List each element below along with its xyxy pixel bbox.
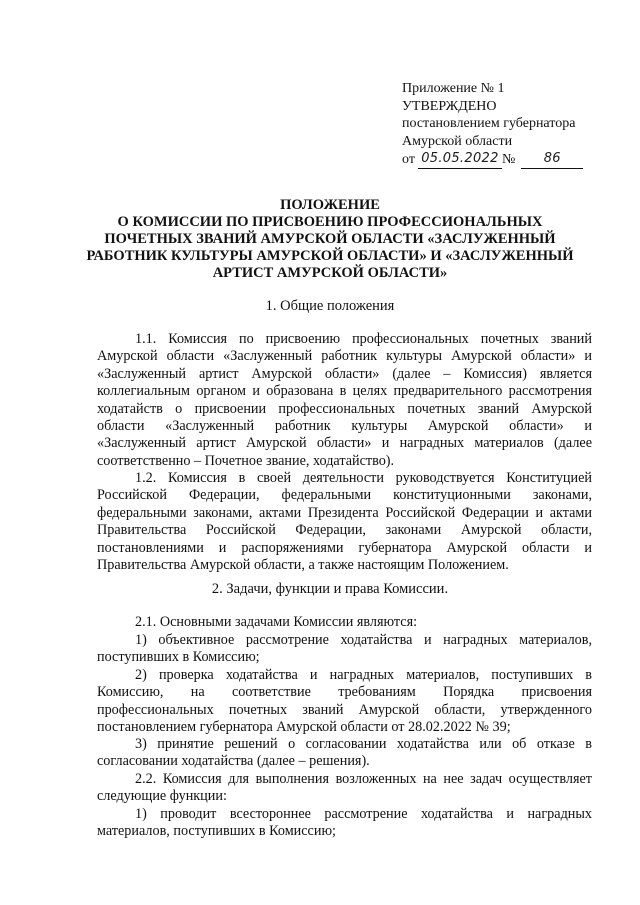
text-line: поступивших в Комиссию; <box>97 649 260 666</box>
text-line: постановлением губернатора Амурской области от 28.02.2022 № 39; <box>97 719 511 736</box>
text-line: следующие функции: <box>97 788 227 805</box>
task-item-1 <box>97 632 592 667</box>
text-line: материалов, поступивших в Комиссию; <box>97 823 336 840</box>
title-line: ПОЧЕТНЫХ ЗВАНИЙ АМУРСКОЙ ОБЛАСТИ «ЗАСЛУЖЕННЫЙ <box>104 231 556 247</box>
text-line: 2) проверка ходатайства и наградных материалов, поступивших в <box>135 667 592 683</box>
text-line: постановлениями и распоряжениями губернатора Амурской области и <box>97 539 592 556</box>
text-line: 1) объективное рассмотрение ходатайства и наградных материалов, <box>135 632 592 648</box>
section-2-heading: 2. Задачи, функции и права Комиссии. <box>211 581 449 597</box>
text-line: 2.1. Основными задачами Комиссии являются: <box>135 614 418 630</box>
paragraph-2-1 <box>97 614 592 631</box>
text-line: 1.1. Комиссия по присвоению профессиональных почетных званий <box>135 331 592 347</box>
title-line: АРТИСТ АМУРСКОЙ ОБЛАСТИ» <box>212 265 448 281</box>
paragraph-2-2 <box>97 771 592 806</box>
text-line: соответственно – Почетное звание, ходатайство). <box>97 452 395 469</box>
text-line: «Заслуженный артист Амурской области» (далее – Комиссия) является <box>97 365 592 382</box>
text-line: Правительства Амурской области, а также настоящим Положением. <box>97 557 509 574</box>
text-line: 3) принятие решений о согласовании ходатайства или об отказе в <box>135 736 592 752</box>
task-item-3 <box>97 736 592 771</box>
text-line: 1) проводит всестороннее рассмотрение ходатайства и наградных <box>135 806 592 822</box>
text-line: области «Заслуженный работник культуры Амурской области» и <box>97 418 592 435</box>
number-sign: № <box>501 152 516 167</box>
document-title <box>60 197 600 282</box>
section-1-heading: 1. Общие положения <box>265 298 395 314</box>
text-line: Российской Федерации, федеральными конституционными законами, <box>97 487 592 504</box>
date-prefix: от <box>402 152 415 167</box>
text-line: 1.2. Комиссия в своей деятельности руководствуется Конституцией <box>135 470 592 486</box>
resolution-label: постановлением губернатора <box>402 116 576 131</box>
date-number-line <box>402 150 622 169</box>
paragraph-1-1 <box>97 331 592 470</box>
text-line: Правительства Российской Федерации, законами Амурской области, <box>97 522 592 539</box>
text-line: коллегиальным органом и образована в целях предварительного рассмотрения <box>97 383 592 400</box>
text-line: Комиссию, на соответствие требованиям Порядка присвоения <box>97 684 592 701</box>
text-line: ходатайств о присвоении профессиональных почетных званий Амурской <box>97 400 592 417</box>
handwritten-number: 86 <box>521 150 583 169</box>
handwritten-date: 05.05.2022 <box>418 150 502 169</box>
paragraph-1-2 <box>97 470 592 574</box>
title-line: РАБОТНИК КУЛЬТУРЫ АМУРСКОЙ ОБЛАСТИ» И «ЗАСЛУЖЕННЫЙ <box>86 248 574 264</box>
text-line: федеральными законами, актами Президента Российской Федерации и актами <box>97 504 592 521</box>
title-line: ПОЛОЖЕНИЕ <box>280 197 380 213</box>
approved-label: УТВЕРЖДЕНО <box>402 98 497 114</box>
approval-block <box>402 80 622 169</box>
function-item-1 <box>97 806 592 841</box>
text-line: Амурской области «Заслуженный работник культуры Амурской области» и <box>97 348 592 365</box>
text-line: профессиональных почетных званий Амурской области, утвержденного <box>97 701 592 718</box>
text-line: «Заслуженный артист Амурской области» и наградных материалов (далее <box>97 435 592 452</box>
text-line: 2.2. Комиссия для выполнения возложенных на нее задач осуществляет <box>135 771 592 787</box>
task-item-2 <box>97 667 592 737</box>
region-label: Амурской области <box>402 133 513 149</box>
title-line: О КОМИССИИ ПО ПРИСВОЕНИЮ ПРОФЕССИОНАЛЬНЫХ <box>117 214 543 230</box>
text-line: согласовании ходатайства (далее – решения). <box>97 753 370 770</box>
appendix-label: Приложение № 1 <box>402 81 505 96</box>
